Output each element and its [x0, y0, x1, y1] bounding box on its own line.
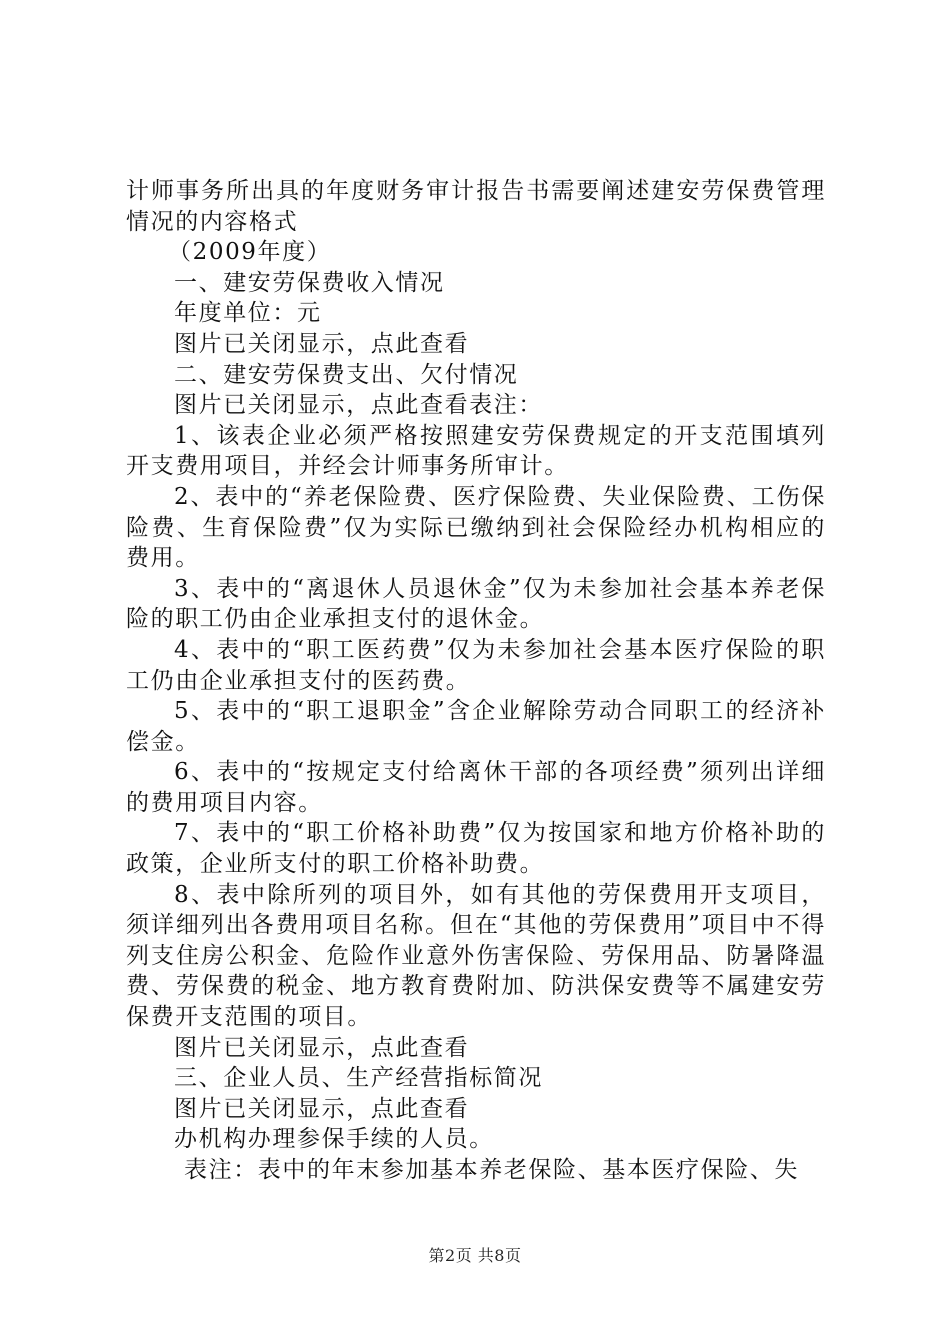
image-placeholder-link[interactable]: 图片已关闭显示，点此查看表注： — [174, 392, 543, 419]
table-note-1: 1、该表企业必须严格按照建安劳保费规定的开支范围填列开支费用项目，并经会计师事务所审计。 — [126, 422, 826, 480]
table-note-4: 4、表中的“职工医药费”仅为未参加社会基本医疗保险的职工仍由企业承担支付的医药费。 — [126, 636, 826, 694]
image-placeholder-link[interactable]: 图片已关闭显示，点此查看 — [174, 1034, 470, 1061]
table-note-5: 5、表中的“职工退职金”含企业解除劳动合同职工的经济补偿金。 — [126, 698, 826, 755]
document-body — [126, 176, 826, 1186]
page-number-footer: 第2页 共8页 — [428, 1246, 522, 1265]
unit-label: 年度单位：元 — [174, 300, 322, 327]
document-title: 计师事务所出具的年度财务审计报告书需要阐述建安劳保费管理情况的内容格式 — [126, 178, 826, 235]
section-heading-expenditure: 二、建安劳保费支出、欠付情况 — [174, 361, 519, 388]
table-note-7: 7、表中的“职工价格补助费”仅为按国家和地方价格补助的政策，企业所支付的职工价格补助费。 — [126, 820, 826, 878]
image-placeholder-link[interactable]: 图片已关闭显示，点此查看 — [174, 330, 470, 357]
table-note-3: 3、表中的“离退休人员退休金”仅为未参加社会基本养老保险的职工仍由企业承担支付的退休金。 — [126, 575, 826, 633]
table-note-staff: 表注：表中的年末参加基本养老保险、基本医疗保险、失 — [184, 1157, 799, 1183]
text-fragment: 办机构办理参保手续的人员。 — [174, 1126, 494, 1153]
section-heading-staff: 三、企业人员、生产经营指标简况 — [174, 1065, 543, 1092]
table-note-6: 6、表中的“按规定支付给离休干部的各项经费”须列出详细的费用项目内容。 — [126, 759, 826, 816]
section-heading-income: 一、建安劳保费收入情况 — [174, 269, 445, 296]
image-placeholder-link[interactable]: 图片已关闭显示，点此查看 — [174, 1095, 470, 1122]
table-note-8: 8、表中除所列的项目外，如有其他的劳保费用开支项目，须详细列出各费用项目名称。但在“其他的劳保费用”项目中不得列支住房公积金、危险作业意外伤害保险、劳保用品、防暑降温费、劳保费的税金、地方教育费附加、防洪保安费等不属建安劳保费开支范围的项目。 — [126, 881, 826, 1031]
document-year: （2009年度） — [168, 239, 332, 266]
table-note-2: 2、表中的“养老保险费、医疗保险费、失业保险费、工伤保险费、生育保险费”仅为实际已缴纳到社会保险经办机构相应的费用。 — [126, 483, 826, 572]
